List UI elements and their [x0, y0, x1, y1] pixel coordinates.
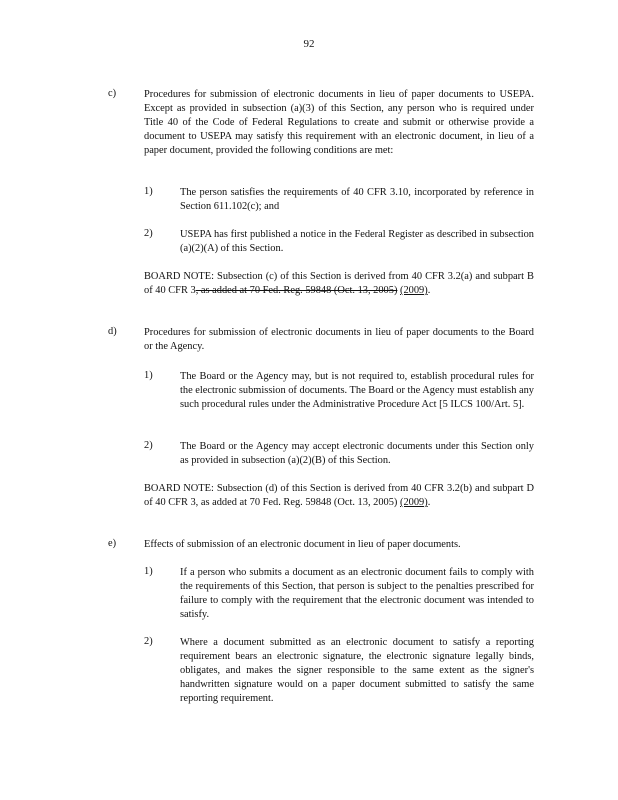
item-c1-text: The person satisfies the requirements of 40 CFR 3.10, incorporated by reference in Section 611.102(c); and: [180, 187, 534, 212]
item-d1-label: 1): [144, 370, 153, 381]
board-note-d: [144, 482, 534, 510]
section-d-text: Procedures for submission of electronic documents in lieu of paper documents to the Board or the Agency.: [144, 327, 534, 352]
item-c2-label: 2): [144, 228, 153, 239]
section-e-text: Effects of submission of an electronic document in lieu of paper documents.: [144, 539, 461, 550]
item-e2-label: 2): [144, 636, 153, 647]
item-e1-text: If a person who submits a document as an electronic document fails to comply with the requirements of this Section, that person is subject to the penalties prescribed for failure to comply with the requirement that the electronic document was intended to satisfy.: [180, 567, 534, 620]
section-c-text: Procedures for submission of electronic documents in lieu of paper documents to USEPA. Except as provided in subsection (a)(3) of this Section, any person who is required under Title 40 of the Code of Federal Regulations to create and submit or otherwise provide a document to USEPA may satisfy this requirement with an electronic document, in lieu of a paper document, provided the following conditions are met:: [144, 89, 534, 156]
section-d-label: d): [108, 326, 117, 337]
board-note-c: [144, 270, 534, 298]
board-note-c-underlined: (2009): [400, 285, 428, 296]
item-e2-text: Where a document submitted as an electronic document to satisfy a reporting requirement bears an electronic signature, the electronic signature legally binds, obligates, and makes the signer responsible to the same extent as the signer's handwritten signature would on a paper document submitted to satisfy the same reporting requirement.: [180, 637, 534, 704]
board-note-c-end: .: [427, 285, 431, 296]
board-note-d-underlined: (2009): [400, 497, 428, 508]
board-note-d-text: BOARD NOTE: Subsection (d) of this Section is derived from 40 CFR 3.2(b) and subpart D of 40 CFR 3, as added at 70 Fed. Reg. 59848 (Oct. 13, 2005): [144, 483, 534, 508]
board-note-c-text: BOARD NOTE: Subsection (c) of this Section is derived from 40 CFR 3.2(a) and subpart B of 40 CFR 3: [144, 271, 534, 296]
item-c1-label: 1): [144, 186, 153, 197]
item-d2-label: 2): [144, 440, 153, 451]
item-c2-text: USEPA has first published a notice in the Federal Register as described in subsection (a)(2)(A) of this Section.: [180, 229, 534, 254]
board-note-c-struck: , as added at 70 Fed. Reg. 59848 (Oct. 13, 2005): [195, 285, 398, 296]
page-number: 92: [303, 38, 315, 50]
item-e1-label: 1): [144, 566, 153, 577]
item-d1-text: The Board or the Agency may, but is not required to, establish procedural rules for the electronic submission of documents. The Board or the Agency must establish any such procedural rules under the Administrative Procedure Act [5 ILCS 100/Art. 5].: [180, 371, 534, 410]
section-e-label: e): [108, 538, 117, 549]
section-c-label: c): [108, 88, 117, 99]
board-note-d-end: .: [427, 497, 431, 508]
item-d2-text: The Board or the Agency may accept electronic documents under this Section only as provided in subsection (a)(2)(B) of this Section.: [180, 441, 534, 466]
